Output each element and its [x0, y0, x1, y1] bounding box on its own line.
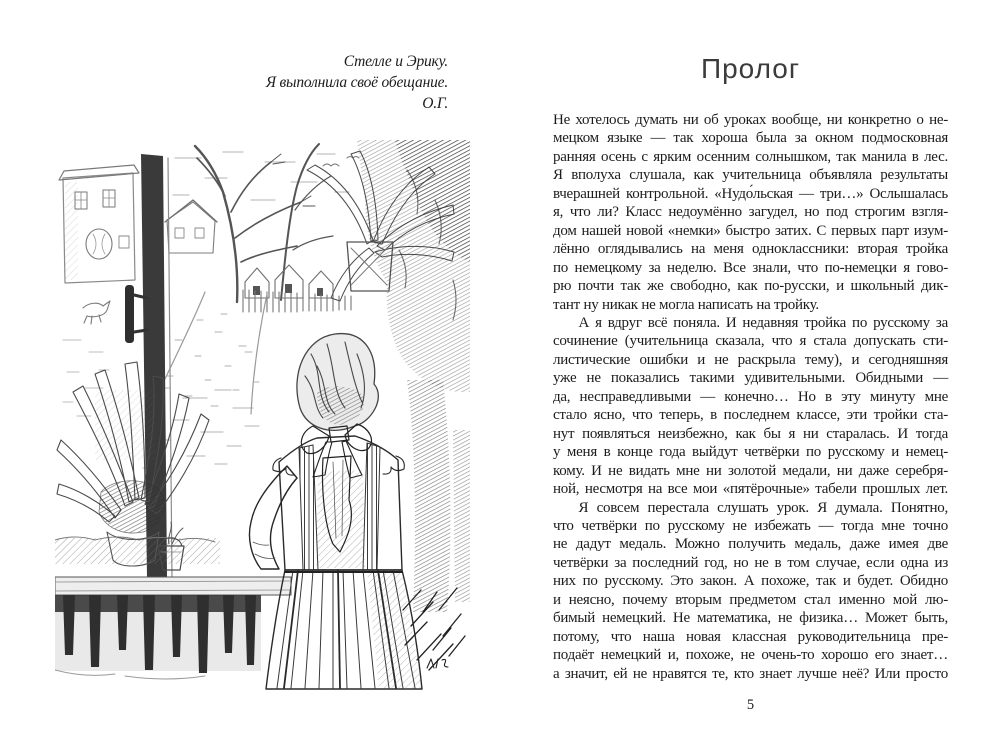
text-line: Я совсем перестала слушать урок. Я думала. Понятно, — [578, 499, 948, 516]
text-line: кому. И не видать мне ни золотой медали, ни даже серебря- — [553, 462, 948, 479]
text-line: А я вдруг всё поняла. И недавняя тройка по русскому за — [578, 314, 948, 331]
paragraph — [553, 111, 948, 314]
text-line: я, что ли? Класс недоумённо загудел, но под строгим взгля- — [553, 204, 948, 221]
text-line: подаёт немецкий и, похоже, не очень-то хорошо его знает… — [553, 647, 948, 664]
girl-arm — [249, 466, 297, 569]
text-line: потому, что наша новая классная руководительница пре- — [553, 628, 948, 645]
windowsill-sketch — [55, 577, 291, 679]
window-latch — [125, 285, 134, 343]
text-line: дом нашей новой «немки» быстро затих. С первых парт изум- — [553, 222, 948, 239]
text-line: Я вполуха слушала, как учительница объявляла результаты — [553, 167, 948, 184]
text-line: бимый немецкий. Не математика, не физика… Может быть, — [553, 610, 948, 627]
text-line: четвёрки за последний год, но не в том случае, если одна из — [553, 554, 948, 571]
dedication-line: О.Г. — [422, 95, 448, 112]
text-line: ной, несмотря на все мои «пятёрочные» табели прошлых лет. — [553, 481, 948, 498]
chapter-heading: Пролог — [700, 53, 801, 84]
page-number: 5 — [746, 697, 755, 713]
text-line: у меня в конце года выйдут четвёрки по русскому и немец- — [553, 444, 948, 461]
paragraph — [553, 314, 948, 499]
girl-figure-sketch — [249, 334, 422, 689]
text-line: Не хотелось думать ни об уроках вообще, ни конкретно о не- — [553, 112, 948, 128]
text-line: них по русскому. Это закон. А похоже, так и будет. Обидно — [553, 573, 948, 590]
path-sketch — [151, 292, 267, 414]
text-line: не дадут медаль. Можно получить медаль, даже имея две — [553, 536, 948, 553]
body-text — [553, 111, 948, 683]
dog-sketch — [83, 301, 110, 324]
text-line: тант ну никак не могла написать на тройку. — [553, 296, 819, 313]
text-line: вчерашней контрольной. «Нудо́льская — три…» Ослышалась — [553, 185, 948, 202]
text-line: а значит, ей не нравятся те, кто знает лучше неё? Или просто — [553, 665, 948, 682]
text-line: и неясно, почему вторым предметом стал именно мой лю- — [553, 591, 948, 608]
text-line: мецком языке — так хороша была за окном подмосковная — [553, 130, 948, 147]
text-line: уже не показались такими удивительными. Обидными — — [553, 370, 948, 387]
illustration-girl-at-window — [55, 140, 470, 700]
aloe-plant-sketch — [57, 362, 209, 566]
bush-band-sketch — [55, 537, 220, 564]
house-sketch-left — [59, 165, 139, 283]
dedication — [198, 51, 448, 114]
text-line: нут появляться неизбежно, как бы я ни старалась. И тогда — [553, 425, 948, 442]
text-line: ранняя осень с ярким осенним солнышком, так манила в лес. — [553, 148, 948, 165]
dedication-line: Стелле и Эрику. — [343, 53, 448, 70]
text-line: рю почти так же свободно, как по-русски, и школьный дик- — [553, 278, 948, 295]
text-line: что четвёрки по русскому не избежать — тогда мне точно — [553, 517, 948, 534]
text-line: по немецкому за неделю. Все знали, что по-немецки я гово- — [553, 259, 948, 276]
text-line: листические ошибки и не раскрыла тему), и сегодняшняя — [553, 351, 948, 368]
bare-trees-sketch — [195, 144, 333, 302]
text-line: лённо оглядывались на меня одноклассники: вторая тройка — [553, 241, 948, 258]
paragraph — [553, 499, 948, 684]
text-line: стало ясно, что теперь, в последнем классе, эти тройки ста- — [553, 407, 948, 424]
house-sketch-center — [165, 200, 217, 253]
artist-monogram — [427, 659, 448, 668]
girl-hair — [297, 334, 378, 431]
dedication-line: Я выполнила своё обещание. — [265, 74, 448, 91]
birds-sketch — [323, 157, 359, 167]
text-line: сочинение (учительница сказала, что я стала допускать сти- — [553, 333, 948, 350]
text-line: да, несправедливыми — конечно… Но в эту минуту мне — [553, 388, 948, 405]
